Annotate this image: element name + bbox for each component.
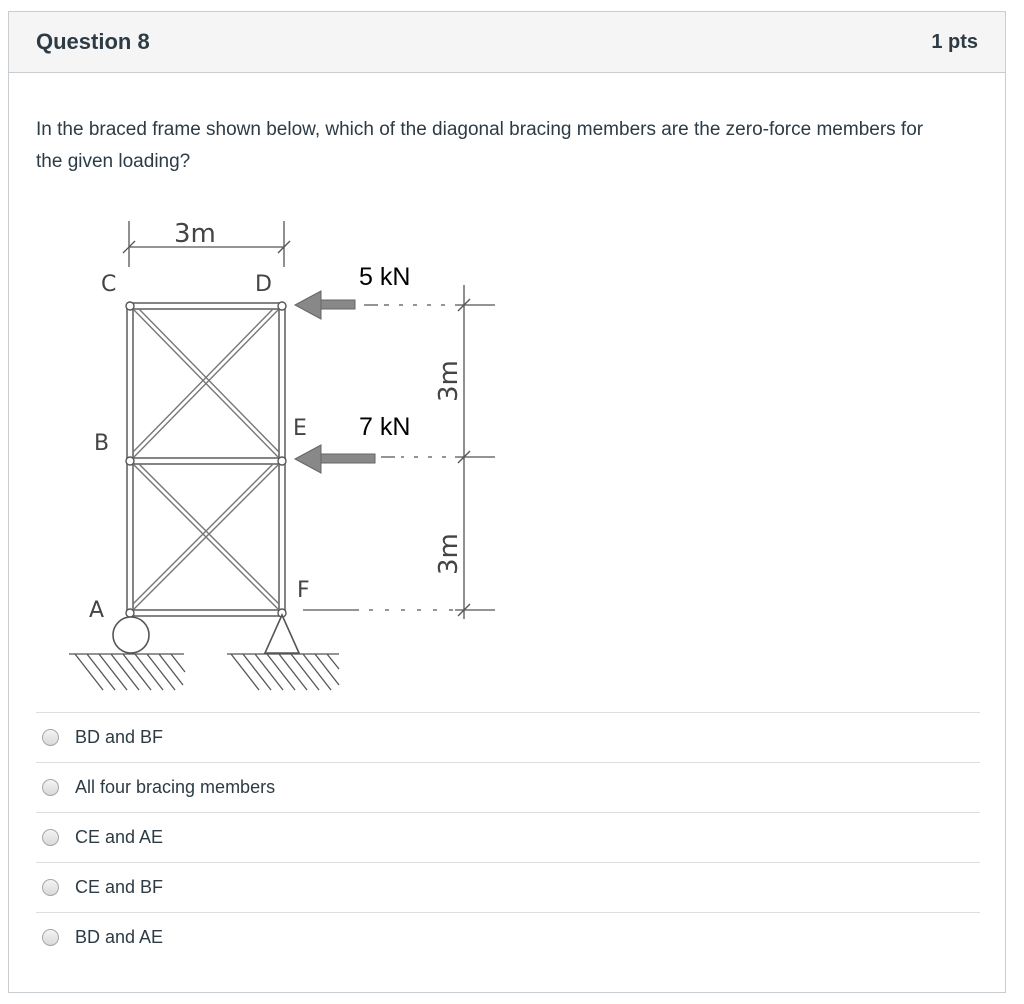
- load-label-middle: 7 kN: [359, 413, 411, 441]
- answer-option-5[interactable]: [36, 912, 980, 962]
- diagonal-braces: [133, 309, 279, 610]
- answer-option-2[interactable]: [36, 762, 980, 812]
- top-dimension-label: 3m: [174, 219, 216, 249]
- node-label-c: C: [101, 272, 117, 297]
- node-label-f: F: [297, 578, 310, 603]
- frame-beams: [131, 303, 281, 616]
- braced-frame-figure: [59, 207, 499, 697]
- answer-radio-5[interactable]: [42, 929, 59, 946]
- answer-radio-2[interactable]: [42, 779, 59, 796]
- answer-label-1[interactable]: BD and BF: [75, 727, 164, 747]
- vertical-dimension-label-upper: 3m: [434, 360, 464, 402]
- frame-columns: [127, 307, 285, 612]
- answer-label-4[interactable]: CE and BF: [75, 877, 164, 897]
- vertical-dimension-label-lower: 3m: [434, 533, 464, 575]
- answer-radio-4[interactable]: [42, 879, 59, 896]
- load-arrow-top: [295, 291, 355, 319]
- answer-option-4[interactable]: [36, 862, 980, 912]
- question-title: Question 8: [36, 29, 150, 54]
- load-arrow-middle: [295, 445, 375, 473]
- answer-list: [36, 712, 980, 962]
- answer-radio-1[interactable]: [42, 729, 59, 746]
- node-label-d: D: [255, 272, 272, 297]
- question-header: [9, 12, 1005, 73]
- answer-label-5[interactable]: BD and AE: [75, 927, 164, 947]
- ground-hatching: [69, 654, 339, 690]
- load-label-top: 5 kN: [359, 263, 411, 291]
- question-card: [8, 11, 1006, 993]
- answer-label-3[interactable]: CE and AE: [75, 827, 164, 847]
- answer-option-1[interactable]: [36, 712, 980, 762]
- node-label-e: E: [293, 416, 307, 441]
- question-points: 1 pts: [931, 30, 978, 53]
- answer-label-2[interactable]: All four bracing members: [75, 777, 276, 797]
- answer-radio-3[interactable]: [42, 829, 59, 846]
- question-text: In the braced frame shown below, which of the diagonal bracing members are the zero-force members for the given loading?: [36, 119, 924, 172]
- roller-support: [113, 617, 149, 653]
- answer-option-3[interactable]: [36, 812, 980, 862]
- frame-joints: [126, 302, 286, 617]
- node-label-b: B: [94, 431, 110, 456]
- pin-support: [265, 615, 299, 653]
- node-label-a: A: [89, 598, 105, 623]
- vertical-dimension: [303, 285, 495, 619]
